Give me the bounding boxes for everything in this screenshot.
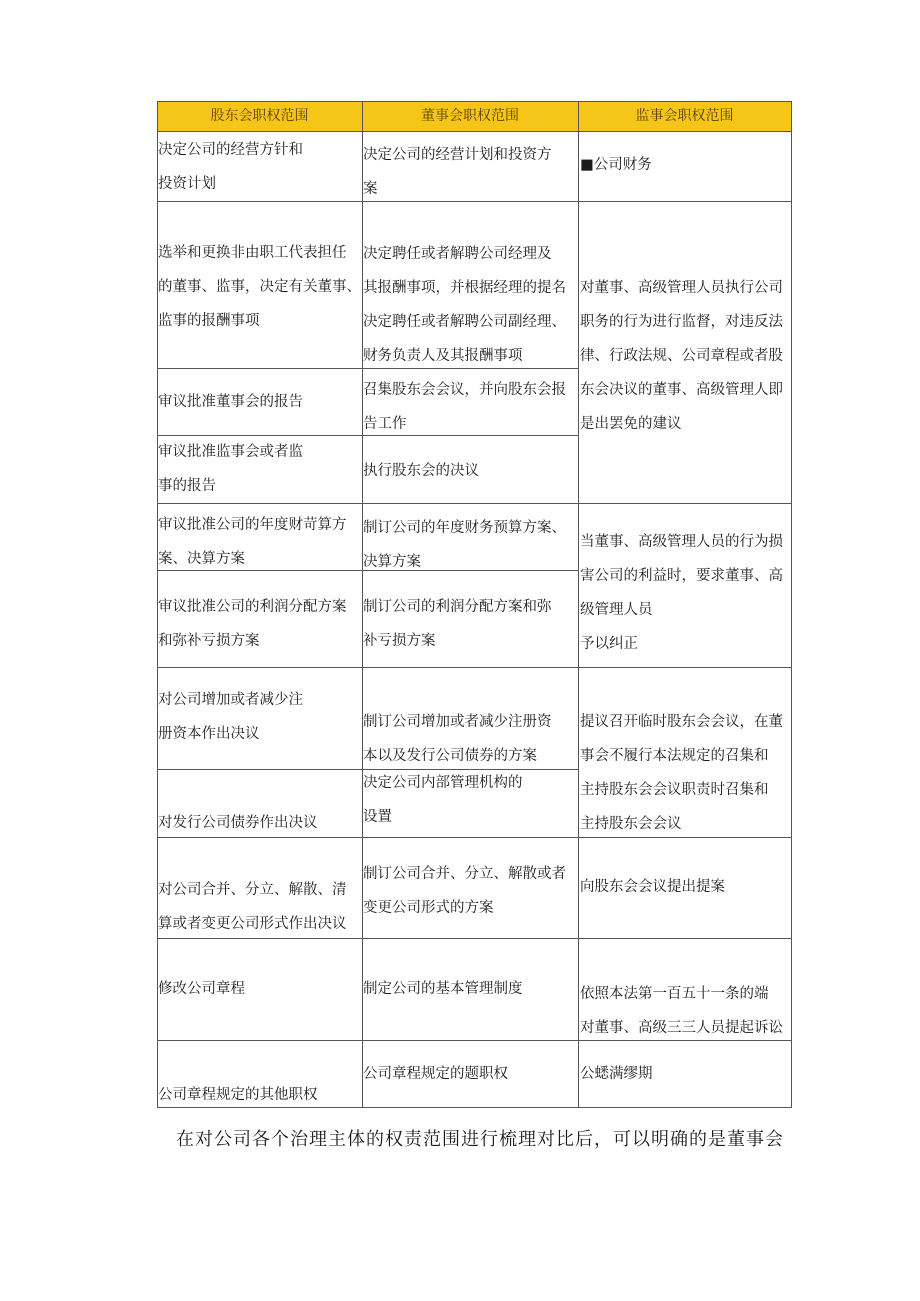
- grid-row-line-c2-6: [362, 769, 579, 770]
- header-board: 董事会职权范围: [421, 108, 519, 124]
- grid-row-line-c1-8: [157, 938, 363, 939]
- grid-row-line-c3-2: [578, 667, 792, 668]
- supervisor-power-6: 依照本法第一百五十一条的端 对董事、高级三三人员提起诉讼: [580, 986, 783, 1036]
- supervisor-power-7: 公蟋满缪期: [580, 1066, 653, 1082]
- board-power-10: 制定公司的基本管理制度: [363, 981, 523, 997]
- grid-row-line-c2-4: [362, 570, 579, 571]
- grid-left-border: [157, 101, 158, 1107]
- grid-row-line-c1-9: [157, 1040, 363, 1041]
- grid-row-line-c1-4: [157, 570, 363, 571]
- grid-right-border: [791, 101, 792, 1107]
- grid-row-line-c3-5: [578, 1040, 792, 1041]
- shareholder-power-1: 决定公司的经营方针和 投资计划: [158, 142, 303, 192]
- shareholder-power-11: 公司章程规定的其他职权: [158, 1087, 318, 1103]
- supervisor-power-4: 提议召开临时股东会会议，在董 事会不履行本法规定的召集和 主持股东会会议职责时召集和 主持股东会会议: [580, 714, 783, 832]
- body-paragraph: 在对公司各个治理主体的权责范围进行梳理对比后，可以明确的是董事会: [176, 1129, 784, 1150]
- grid-row-line-c1-0: [157, 201, 363, 202]
- grid-row-line-c2-0: [362, 201, 579, 202]
- grid-row-line-c1-7: [157, 837, 363, 838]
- grid-row-line-c1-1: [157, 368, 363, 369]
- shareholder-power-8: 对发行公司债券作出决议: [158, 815, 318, 831]
- grid-col-divider-1: [362, 101, 363, 1107]
- board-power-8: 决定公司内部管理机构的 设置: [363, 775, 523, 825]
- grid-row-line-c1-6: [157, 769, 363, 770]
- board-power-2: 决定聘任或者解聘公司经理及 其报酬事项，并根据经理的提名 决定聘任或者解聘公司副经理、 财务负责人及其报酬事项: [363, 246, 566, 364]
- grid-row-line-c3-1: [578, 503, 792, 504]
- shareholder-power-9: 对公司合并、分立、解散、清 算或者变更公司形式作出决议: [158, 882, 347, 932]
- grid-row-line-c1-2: [157, 435, 363, 436]
- board-power-1: 决定公司的经营计划和投资方 案: [363, 147, 552, 197]
- grid-row-line-c2-5: [362, 667, 579, 668]
- grid-bottom-border: [157, 1107, 792, 1108]
- board-power-5: 制订公司的年度财务预算方案、 决算方案: [363, 520, 566, 570]
- shareholder-power-4: 审议批准监事会或者监 事的报告: [158, 444, 303, 494]
- shareholder-power-6: 审议批准公司的利润分配方案 和弥补亏损方案: [158, 599, 347, 649]
- grid-header-bottom: [157, 131, 792, 132]
- shareholder-power-2: 选举和更换非由职工代表担任 的董事、监事，决定有关董事、 监事的报酬事项: [158, 245, 361, 329]
- grid-row-line-c1-5: [157, 667, 363, 668]
- grid-row-line-c1-3: [157, 503, 363, 504]
- shareholder-power-10: 修改公司章程: [158, 981, 245, 997]
- board-power-6: 制订公司的利润分配方案和弥 补亏损方案: [363, 599, 552, 649]
- board-power-11: 公司章程规定的题职权: [363, 1066, 508, 1082]
- grid-top-border: [157, 101, 792, 102]
- grid-row-line-c2-2: [362, 435, 579, 436]
- shareholder-power-7: 对公司增加或者减少注 册资本作出决议: [158, 692, 303, 742]
- board-power-4: 执行股东会的决议: [363, 463, 479, 479]
- header-shareholders: 股东会职权范围: [210, 108, 309, 124]
- board-power-3: 召集股东会会议，并向股东会报 告工作: [363, 382, 566, 432]
- grid-row-line-c2-7: [362, 837, 579, 838]
- shareholder-power-5: 审议批准公司的年度财苛算方 案、决算方案: [158, 517, 347, 567]
- supervisor-power-2: 对董事、高级管理人员执行公司 职务的行为进行监督，对违反法 律、行政法规、公司章程或者股 东会决议的董事、高级管理人即 是出罢免的建议: [580, 280, 783, 432]
- board-power-7: 制订公司增加或者减少注册资 本以及发行公司债券的方案: [363, 714, 552, 764]
- header-supervisors: 监事会职权范围: [635, 108, 734, 124]
- supervisor-power-1: ■公司财务: [580, 157, 652, 173]
- grid-row-line-c3-3: [578, 837, 792, 838]
- grid-row-line-c3-0: [578, 201, 792, 202]
- grid-row-line-c2-9: [362, 1040, 579, 1041]
- grid-row-line-c2-3: [362, 503, 579, 504]
- grid-row-line-c2-1: [362, 368, 579, 369]
- grid-row-line-c2-8: [362, 938, 579, 939]
- grid-col-divider-2: [578, 101, 579, 1107]
- grid-row-line-c3-4: [578, 938, 792, 939]
- supervisor-power-5: 向股东会会议提出提案: [580, 879, 725, 895]
- board-power-9: 制订公司合并、分立、解散或者 变更公司形式的方案: [363, 866, 566, 916]
- supervisor-power-3: 当董事、高级管理人员的行为损 害公司的利益时，要求董事、高 级管理人员 予以纠正: [580, 534, 783, 652]
- shareholder-power-3: 审议批准董事会的报告: [158, 394, 303, 410]
